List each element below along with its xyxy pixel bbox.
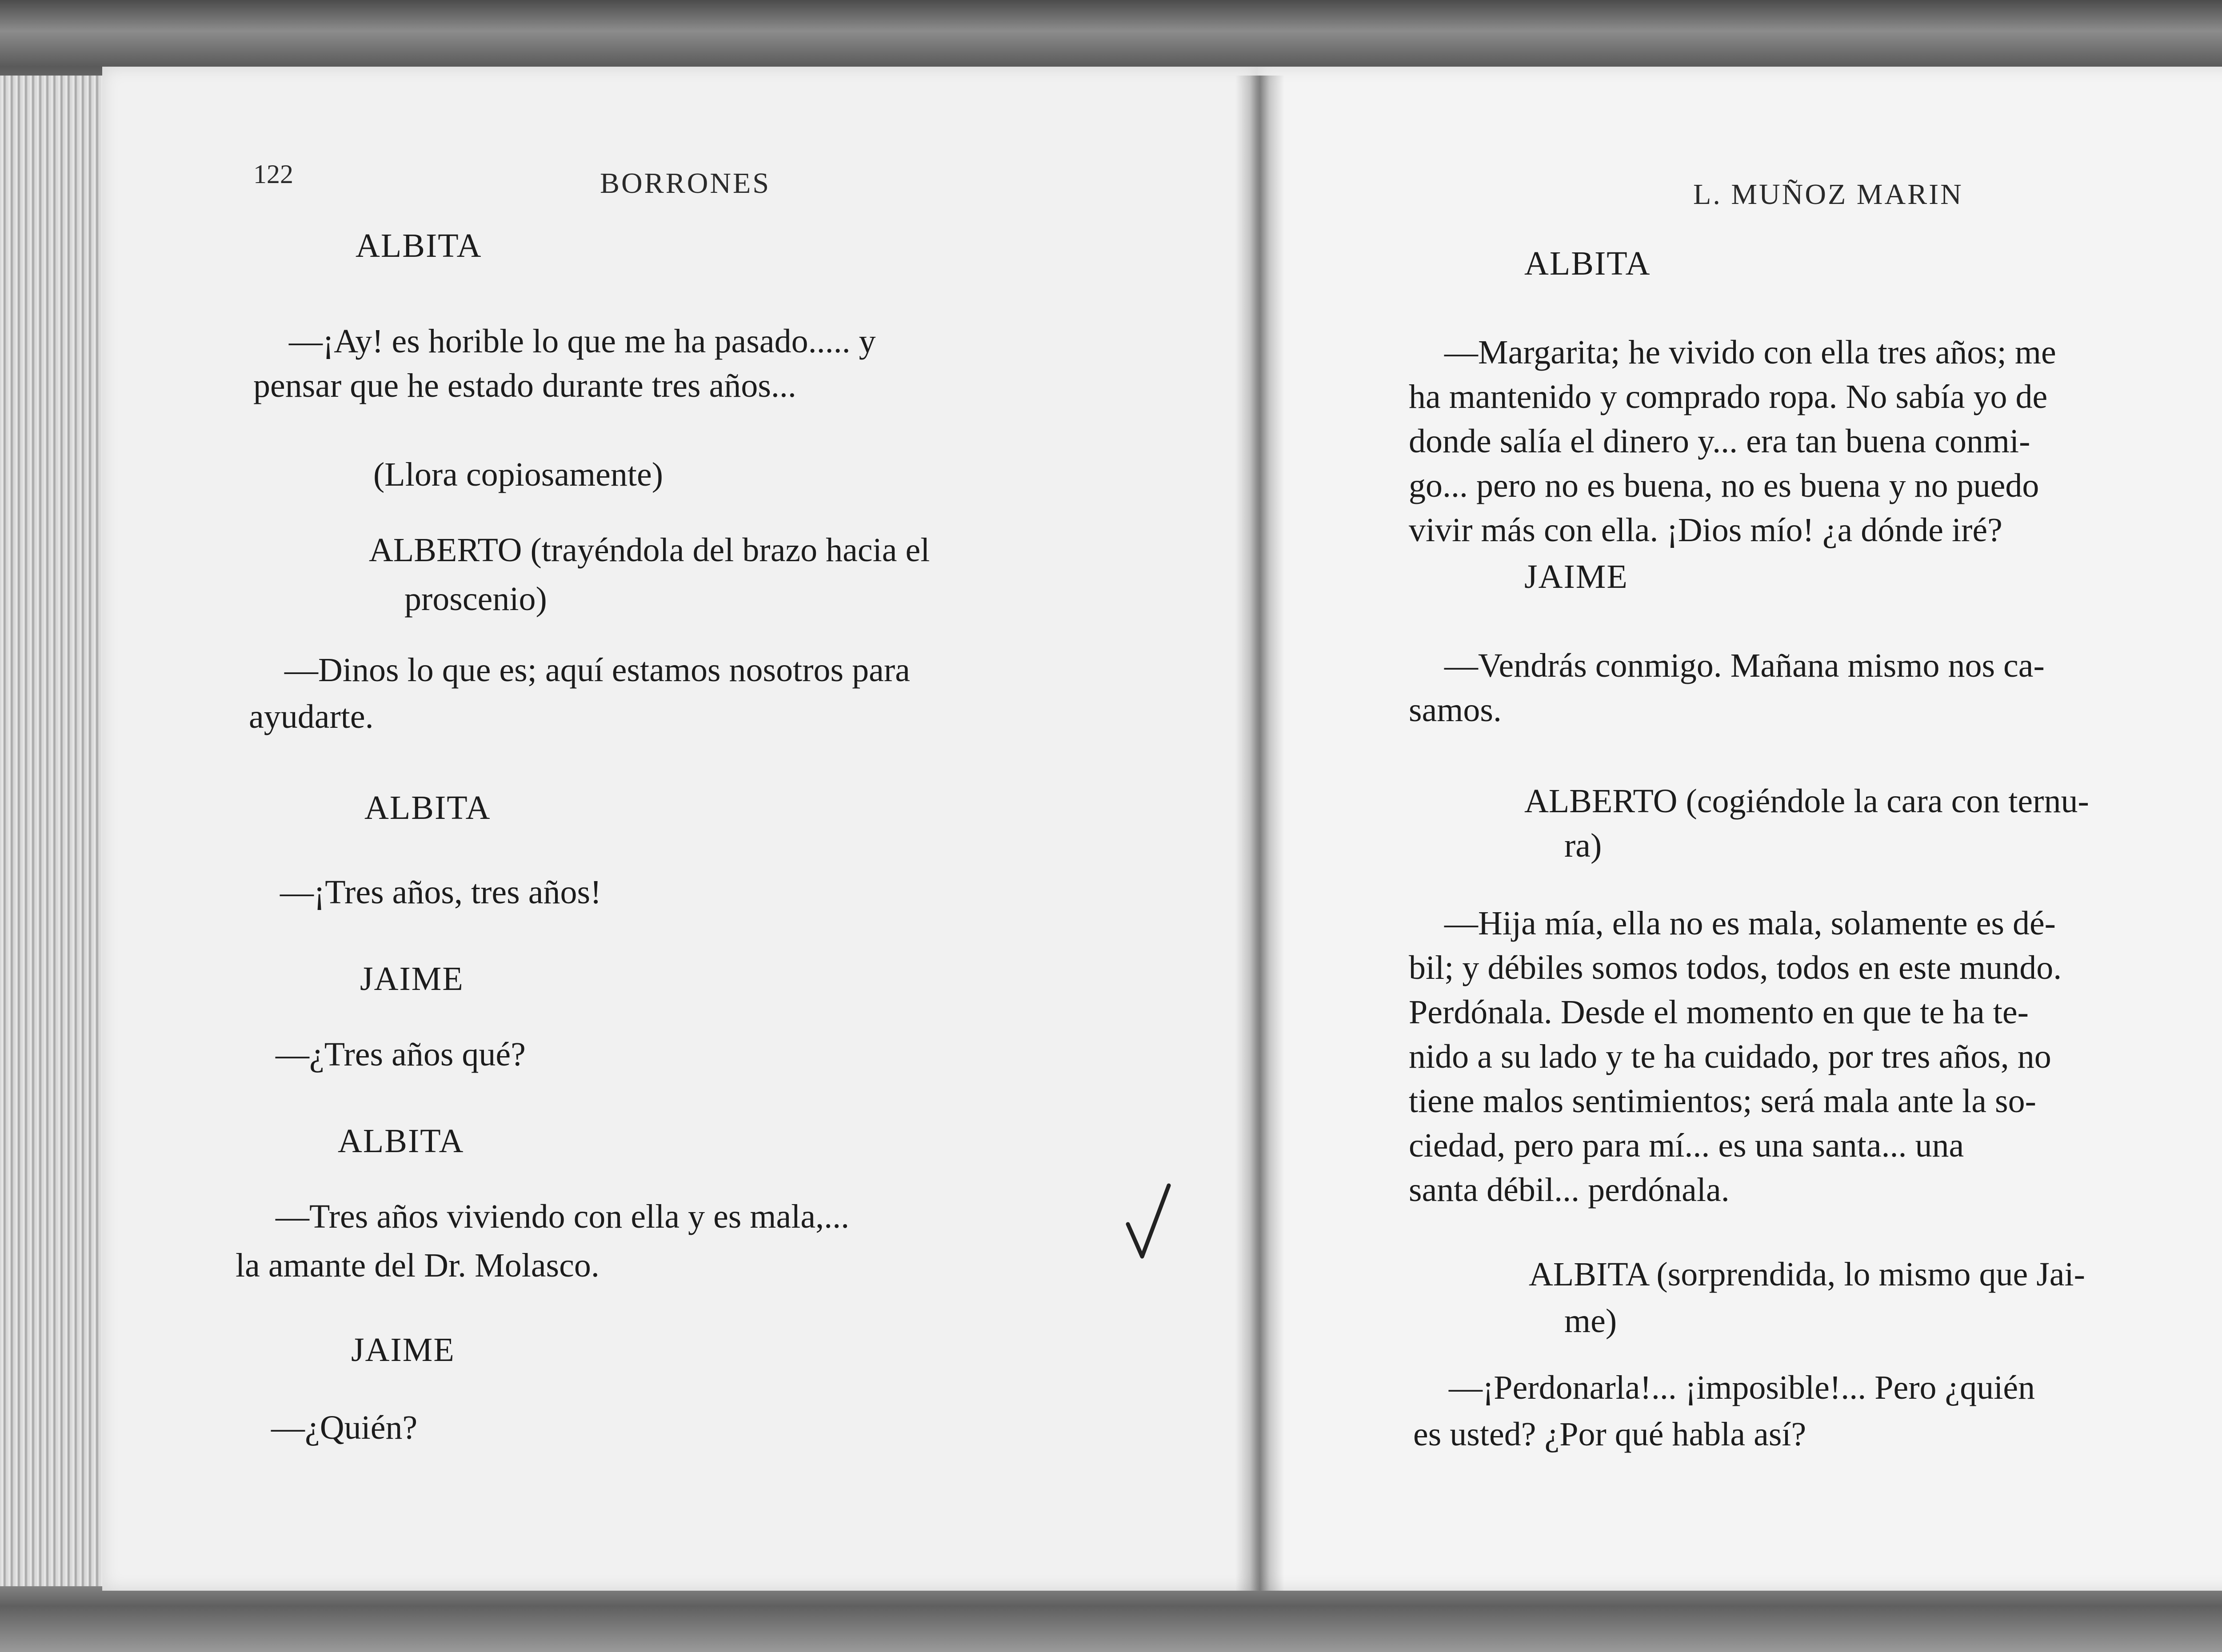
speaker-name: ALBERTO (trayéndola del brazo hacia el (369, 531, 930, 569)
dialogue-line: —¿Quién? (271, 1409, 418, 1446)
dialogue-line: —Dinos lo que es; aquí estamos nosotros para (284, 651, 910, 689)
dialogue-line: nido a su lado y te ha cuidado, por tres años, no (1409, 1038, 2051, 1075)
dialogue-line: —¡Ay! es horible lo que me ha pasado..... y (289, 323, 876, 360)
dialogue-line: pensar que he estado durante tres años... (253, 367, 796, 404)
dialogue-line: donde salía el dinero y... era tan buena conmi- (1409, 423, 2030, 460)
stage-direction: me) (1564, 1302, 1617, 1340)
speaker-name: ALBITA (sorprendida, lo mismo que Jai- (1529, 1256, 2085, 1293)
dialogue-line: go... pero no es buena, no es buena y no puedo (1409, 467, 2039, 504)
dialogue-line: —¡Perdonarla!... ¡imposible!... Pero ¿quién (1449, 1369, 2035, 1406)
dialogue-line: santa débil... perdónala. (1409, 1171, 1730, 1209)
dialogue-line: —Hija mía, ella no es mala, solamente es dé- (1444, 905, 2056, 942)
dialogue-line: samos. (1409, 691, 1502, 729)
dialogue-line: ha mantenido y comprado ropa. No sabía yo de (1409, 378, 2048, 415)
dialogue-line: vivir más con ella. ¡Dios mío! ¿a dónde iré? (1409, 511, 2002, 549)
running-head-left: BORRONES (600, 167, 771, 200)
stage-direction: proscenio) (404, 580, 547, 618)
dialogue-line: bil; y débiles somos todos, todos en este mundo. (1409, 949, 2062, 986)
dialogue-line: —Margarita; he vivido con ella tres años; me (1444, 334, 2056, 371)
dialogue-line: —¿Tres años qué? (276, 1036, 526, 1073)
book-gutter (1235, 76, 1284, 1591)
stage-direction: (Llora copiosamente) (373, 456, 663, 493)
page-number-left: 122 (253, 160, 293, 189)
dialogue-line: —¡Tres años, tres años! (280, 874, 602, 911)
right-page (1258, 67, 2222, 1591)
dialogue-line: es usted? ¿Por qué habla así? (1413, 1416, 1806, 1453)
dialogue-line: ayudarte. (249, 698, 374, 735)
left-page-edges (0, 76, 107, 1586)
dialogue-line: —Vendrás conmigo. Mañana mismo nos ca- (1444, 647, 2045, 684)
dialogue-line: —Tres años viviendo con ella y es mala,... (276, 1198, 850, 1235)
left-page (102, 67, 1258, 1591)
dialogue-line: Perdónala. Desde el momento en que te ha te- (1409, 994, 2029, 1031)
check-mark-icon (1124, 1182, 1173, 1262)
speaker-name: ALBITA (364, 789, 491, 826)
speaker-name: ALBITA (338, 1122, 464, 1160)
speaker-name: ALBERTO (cogiéndole la cara con ternu- (1524, 782, 2089, 820)
speaker-name: ALBITA (1524, 245, 1651, 282)
running-head-right: L. MUÑOZ MARIN (1693, 178, 1963, 211)
speaker-name: JAIME (360, 960, 464, 998)
speaker-name: ALBITA (356, 227, 482, 264)
dialogue-line: tiene malos sentimientos; será mala ante la so- (1409, 1082, 2036, 1120)
dialogue-line: la amante del Dr. Molasco. (236, 1247, 599, 1284)
speaker-name: JAIME (351, 1331, 455, 1369)
speaker-name: JAIME (1524, 558, 1628, 595)
dialogue-line: ciedad, pero para mí... es una santa... una (1409, 1127, 1964, 1164)
stage-direction: ra) (1564, 827, 1602, 864)
